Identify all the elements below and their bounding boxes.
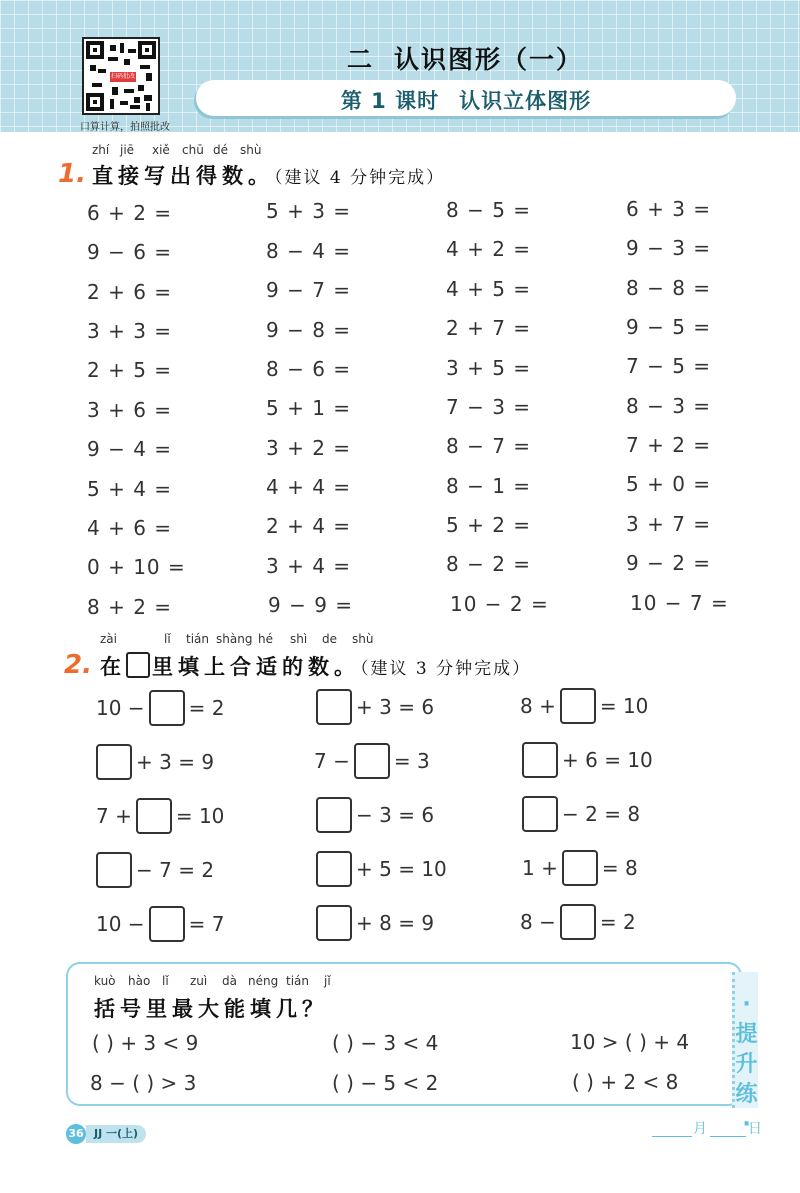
answer-box[interactable] <box>149 690 185 726</box>
day-blank[interactable] <box>710 1136 746 1137</box>
problem: 9 − 5 = <box>626 315 712 339</box>
problem: 2 + 5 = <box>87 358 173 382</box>
problem: 5 + 0 = <box>626 472 712 496</box>
problem: 8 − 1 = <box>446 474 532 498</box>
page-number: 36 <box>66 1124 86 1144</box>
fill-post: = 3 <box>393 749 430 773</box>
pinyin-syllable: shù <box>240 143 262 157</box>
fill-problem <box>92 852 214 888</box>
fill-pre: 7 − <box>314 749 350 773</box>
problem: 9 − 8 = <box>266 318 352 342</box>
problem: 5 + 4 = <box>87 477 173 501</box>
problem: 8 − 3 = <box>626 394 712 418</box>
problem: 3 + 7 = <box>626 512 712 536</box>
fill-problem <box>520 688 648 724</box>
problem: 10 − 2 = <box>450 592 549 616</box>
fill-pre: 8 − <box>520 910 556 934</box>
fill-post: − 7 = 2 <box>136 858 215 882</box>
section2-title <box>100 651 531 681</box>
fill-post: + 3 = 9 <box>136 750 215 774</box>
lesson-name: 认识立体图形 <box>459 89 592 113</box>
fill-problem <box>518 796 640 832</box>
problem: 3 + 4 = <box>266 554 352 578</box>
inequality-problem: 8 − ( ) > 3 <box>90 1071 197 1095</box>
fill-problem <box>312 689 434 725</box>
fill-post: = 2 <box>188 696 225 720</box>
answer-box[interactable] <box>560 904 596 940</box>
pinyin-syllable: de <box>322 632 337 646</box>
unit-name: 认识图形（一） <box>394 45 584 74</box>
inequality-problem: ( ) − 3 < 4 <box>332 1031 439 1055</box>
title-answer-box-icon <box>126 652 150 678</box>
fill-post: = 2 <box>599 910 636 934</box>
answer-box[interactable] <box>316 689 352 725</box>
fill-post: + 3 = 6 <box>356 695 435 719</box>
pinyin-syllable: dà <box>222 974 237 988</box>
problem: 7 − 5 = <box>626 354 712 378</box>
fill-problem <box>96 798 224 834</box>
problem: 9 − 2 = <box>626 551 712 575</box>
problem: 9 − 4 = <box>87 437 173 461</box>
problem: 7 − 3 = <box>446 395 532 419</box>
section1-title-text: 直接写出得数。 <box>92 164 274 188</box>
problem: 4 + 5 = <box>446 277 532 301</box>
problem: 5 + 2 = <box>446 513 532 537</box>
section2-title-before: 在 <box>100 655 126 679</box>
fill-pre: 1 + <box>522 856 558 880</box>
problem: 6 + 2 = <box>87 201 173 225</box>
problem: 2 + 7 = <box>446 316 532 340</box>
fill-problem <box>522 850 638 886</box>
problem: 4 + 4 = <box>266 475 352 499</box>
fill-post: + 6 = 10 <box>562 748 653 772</box>
day-label: 日 <box>748 1121 762 1137</box>
pinyin-syllable: dé <box>213 143 228 157</box>
problem: 9 − 3 = <box>626 236 712 260</box>
fill-pre: 10 − <box>96 696 145 720</box>
inequality-problem: 10 > ( ) + 4 <box>570 1030 690 1054</box>
problem: 9 − 9 = <box>268 593 354 617</box>
fill-post: = 10 <box>599 694 649 718</box>
pinyin-syllable: hé <box>258 632 273 646</box>
problem: 5 + 1 = <box>266 396 352 420</box>
fill-pre: 8 + <box>520 694 556 718</box>
problem: 2 + 6 = <box>87 280 173 304</box>
problem: 3 + 6 = <box>87 398 173 422</box>
fill-problem <box>92 744 214 780</box>
section2-number: 2. <box>64 650 92 680</box>
pinyin-syllable: shì <box>290 632 308 646</box>
pinyin-syllable: hào <box>128 974 151 988</box>
pinyin-syllable: zhí <box>92 143 110 157</box>
pinyin-syllable: xiě <box>152 143 170 157</box>
fill-problem <box>96 690 224 726</box>
pinyin-syllable: néng <box>248 974 279 988</box>
answer-box[interactable] <box>316 851 352 887</box>
problem: 8 − 6 = <box>266 357 352 381</box>
pinyin-syllable: lǐ <box>162 974 169 988</box>
problem: 8 − 4 = <box>266 239 352 263</box>
fill-post: + 8 = 9 <box>356 911 435 935</box>
section1-title <box>92 160 445 190</box>
problem: 0 + 10 = <box>87 555 186 579</box>
fill-problem <box>312 905 434 941</box>
inequality-problem: ( ) + 3 < 9 <box>92 1031 199 1055</box>
answer-box[interactable] <box>136 798 172 834</box>
pinyin-syllable: tián <box>286 974 309 988</box>
problem: 8 − 5 = <box>446 198 532 222</box>
fill-post: + 5 = 10 <box>356 857 447 881</box>
problem: 9 − 6 = <box>87 240 173 264</box>
problem: 8 − 7 = <box>446 434 532 458</box>
answer-box[interactable] <box>560 688 596 724</box>
month-label: 月 <box>693 1121 707 1137</box>
problem: 9 − 7 = <box>266 278 352 302</box>
answer-box[interactable] <box>354 743 390 779</box>
answer-box[interactable] <box>316 905 352 941</box>
lesson-number: 第 1 课时 <box>340 89 440 113</box>
answer-box[interactable] <box>522 796 558 832</box>
section1-hint: （建议 4 分钟完成） <box>274 168 446 188</box>
fill-problem <box>312 797 434 833</box>
qr-badge: 扫码批改 <box>110 73 135 80</box>
pinyin-syllable: kuò <box>94 974 116 988</box>
answer-box[interactable] <box>316 797 352 833</box>
page-header <box>0 0 800 132</box>
month-blank[interactable] <box>652 1136 692 1137</box>
problem: 2 + 4 = <box>266 514 352 538</box>
fill-problem <box>520 904 636 940</box>
fill-post: = 8 <box>601 856 638 880</box>
unit-number: 二 <box>346 45 374 74</box>
qr-code-icon[interactable] <box>82 37 160 115</box>
answer-box[interactable] <box>149 906 185 942</box>
fill-post: = 10 <box>175 804 225 828</box>
problem: 8 + 2 = <box>87 595 173 619</box>
fill-problem <box>312 851 447 887</box>
answer-box[interactable] <box>522 742 558 778</box>
pinyin-syllable: shàng <box>216 632 253 646</box>
pinyin-syllable: zuì <box>190 974 208 988</box>
problem: 8 − 8 = <box>626 276 712 300</box>
section2-hint: （建议 3 分钟完成） <box>360 659 532 679</box>
fill-problem <box>518 742 653 778</box>
fill-post: − 3 = 6 <box>356 803 435 827</box>
fill-post: − 2 = 8 <box>562 802 641 826</box>
fill-post: = 7 <box>188 912 225 936</box>
pinyin-syllable: tián <box>186 632 209 646</box>
fill-pre: 7 + <box>96 804 132 828</box>
qr-caption: 口算计算，拍照批改 <box>80 122 170 133</box>
pinyin-syllable: lǐ <box>164 632 171 646</box>
extension-tab: ·提升练· <box>732 972 758 1108</box>
fill-problem <box>314 743 430 779</box>
problem: 6 + 3 = <box>626 197 712 221</box>
problem: 4 + 6 = <box>87 516 173 540</box>
problem: 7 + 2 = <box>626 433 712 457</box>
inequality-problem: ( ) + 2 < 8 <box>572 1070 679 1094</box>
answer-box[interactable] <box>96 852 132 888</box>
pinyin-syllable: jǐ <box>324 974 331 988</box>
fill-problem <box>96 906 224 942</box>
section2-title-after: 里填上合适的数。 <box>152 655 360 679</box>
inequality-problem: ( ) − 5 < 2 <box>332 1071 439 1095</box>
problem: 3 + 5 = <box>446 356 532 380</box>
edition-label: JJ 一(上) <box>86 1125 146 1143</box>
pinyin-syllable: jiē <box>120 143 135 157</box>
lesson-title <box>196 85 736 115</box>
pinyin-syllable: shù <box>352 632 374 646</box>
pinyin-syllable: zài <box>100 632 117 646</box>
problem: 5 + 3 = <box>266 199 352 223</box>
fill-pre: 10 − <box>96 912 145 936</box>
answer-box[interactable] <box>562 850 598 886</box>
problem: 10 − 7 = <box>630 591 729 615</box>
extension-title: 括号里最大能填几？ <box>94 997 328 1021</box>
problem: 8 − 2 = <box>446 552 532 576</box>
answer-box[interactable] <box>96 744 132 780</box>
unit-title <box>300 40 630 76</box>
problem: 3 + 3 = <box>87 319 173 343</box>
pinyin-syllable: chū <box>182 143 204 157</box>
problem: 4 + 2 = <box>446 237 532 261</box>
section1-number: 1. <box>58 159 86 189</box>
problem: 3 + 2 = <box>266 436 352 460</box>
